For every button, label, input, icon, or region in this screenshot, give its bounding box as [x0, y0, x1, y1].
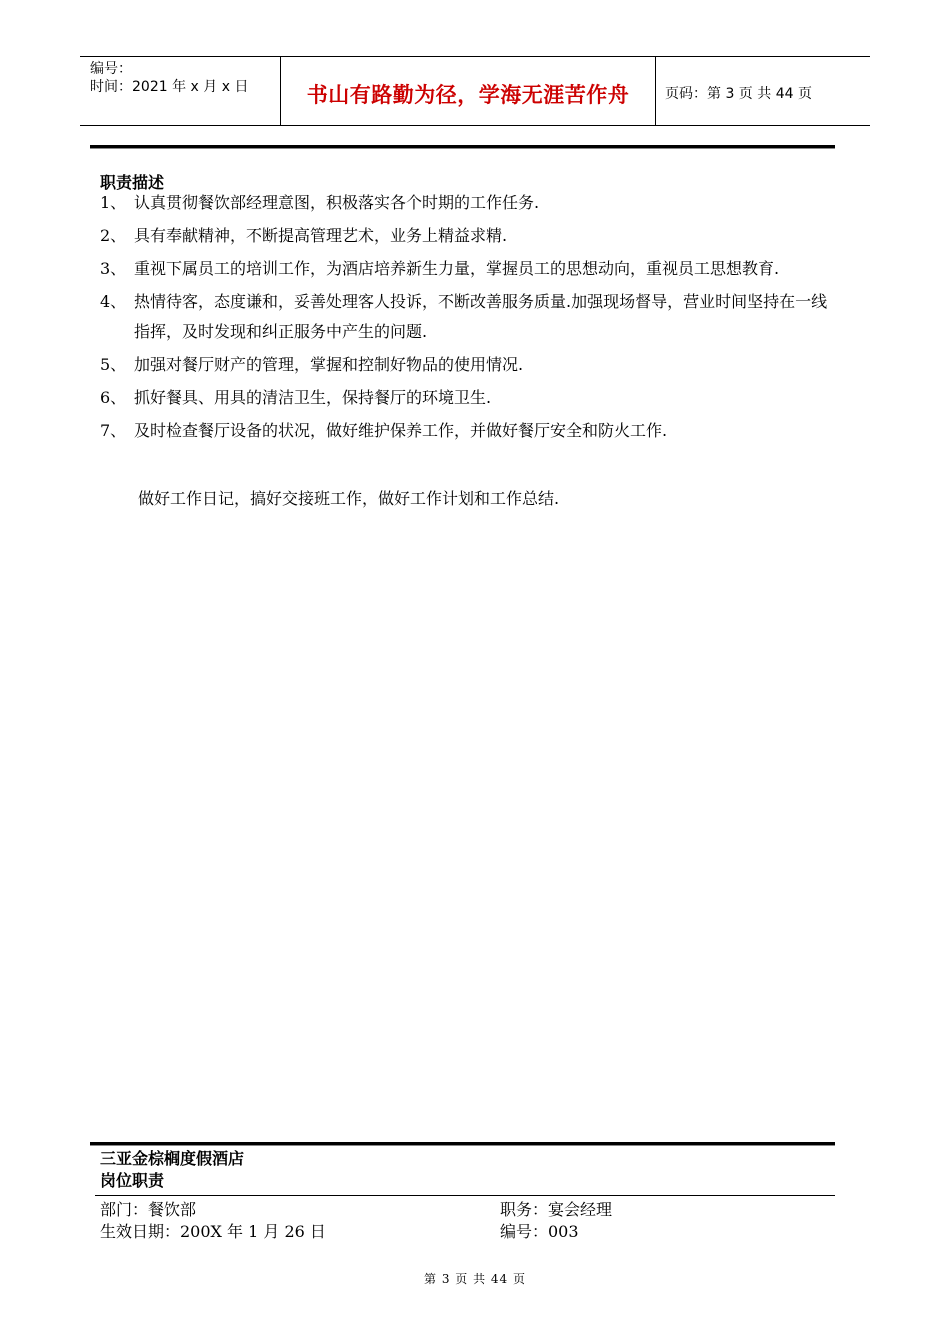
extra-duty: 做好工作日记，搞好交接班工作，做好工作计划和工作总结. — [138, 489, 560, 508]
item-number: 2、 — [100, 226, 127, 245]
doc-title: 岗位职责 — [100, 1171, 165, 1190]
motto: 书山有路勤为径，学海无涯苦作舟 — [306, 83, 630, 107]
bottom-divider — [90, 1142, 835, 1146]
effective-date: 生效日期：200X 年 1 月 26 日 — [100, 1222, 326, 1241]
item-text: 具有奉献精神，不断提高管理艺术，业务上精益求精. — [134, 226, 508, 245]
footer-divider — [95, 1195, 835, 1196]
department: 部门：餐饮部 — [100, 1200, 197, 1219]
item-text: 及时检查餐厅设备的状况，做好维护保养工作，并做好餐厅安全和防火工作. — [134, 421, 668, 440]
number-label: 编号： — [90, 61, 132, 77]
item-number: 3、 — [100, 259, 127, 278]
item-number: 4、 — [100, 292, 127, 311]
header-page-cell — [655, 57, 870, 125]
list-item — [100, 188, 835, 218]
list-item — [100, 383, 835, 413]
item-number: 7、 — [100, 421, 127, 440]
page-footer: 第 3 页 共 44 页 — [424, 1272, 526, 1286]
page-header — [80, 56, 870, 126]
list-item — [100, 416, 835, 446]
position: 职务：宴会经理 — [500, 1200, 613, 1219]
time-label: 时间：2021 年 x 月 x 日 — [90, 79, 249, 95]
item-text: 重视下属员工的培训工作，为酒店培养新生力量，掌握员工的思想动向，重视员工思想教育. — [134, 259, 780, 278]
section-title: 职责描述 — [100, 173, 165, 192]
item-text: 抓好餐具、用具的清洁卫生，保持餐厅的环境卫生. — [134, 388, 492, 407]
duty-list — [100, 188, 835, 449]
item-number: 6、 — [100, 388, 127, 407]
list-item — [100, 254, 835, 284]
list-item — [100, 287, 835, 347]
item-text: 热情待客，态度谦和，妥善处理客人投诉，不断改善服务质量.加强现场督导，营业时间坚持在一线指挥，及时发现和纠正服务中产生的问题. — [134, 292, 828, 341]
hotel-name: 三亚金棕榈度假酒店 — [100, 1149, 245, 1168]
item-text: 认真贯彻餐饮部经理意图，积极落实各个时期的工作任务. — [134, 193, 540, 212]
item-number: 1、 — [100, 193, 127, 212]
header-meta-cell — [80, 57, 280, 125]
top-divider — [90, 145, 835, 149]
doc-code: 编号：003 — [500, 1222, 579, 1241]
list-item — [100, 221, 835, 251]
list-item — [100, 350, 835, 380]
item-text: 加强对餐厅财产的管理，掌握和控制好物品的使用情况. — [134, 355, 524, 374]
page-label: 页码：第 3 页 共 44 页 — [665, 86, 812, 102]
item-number: 5、 — [100, 355, 127, 374]
header-motto-cell — [280, 57, 656, 125]
